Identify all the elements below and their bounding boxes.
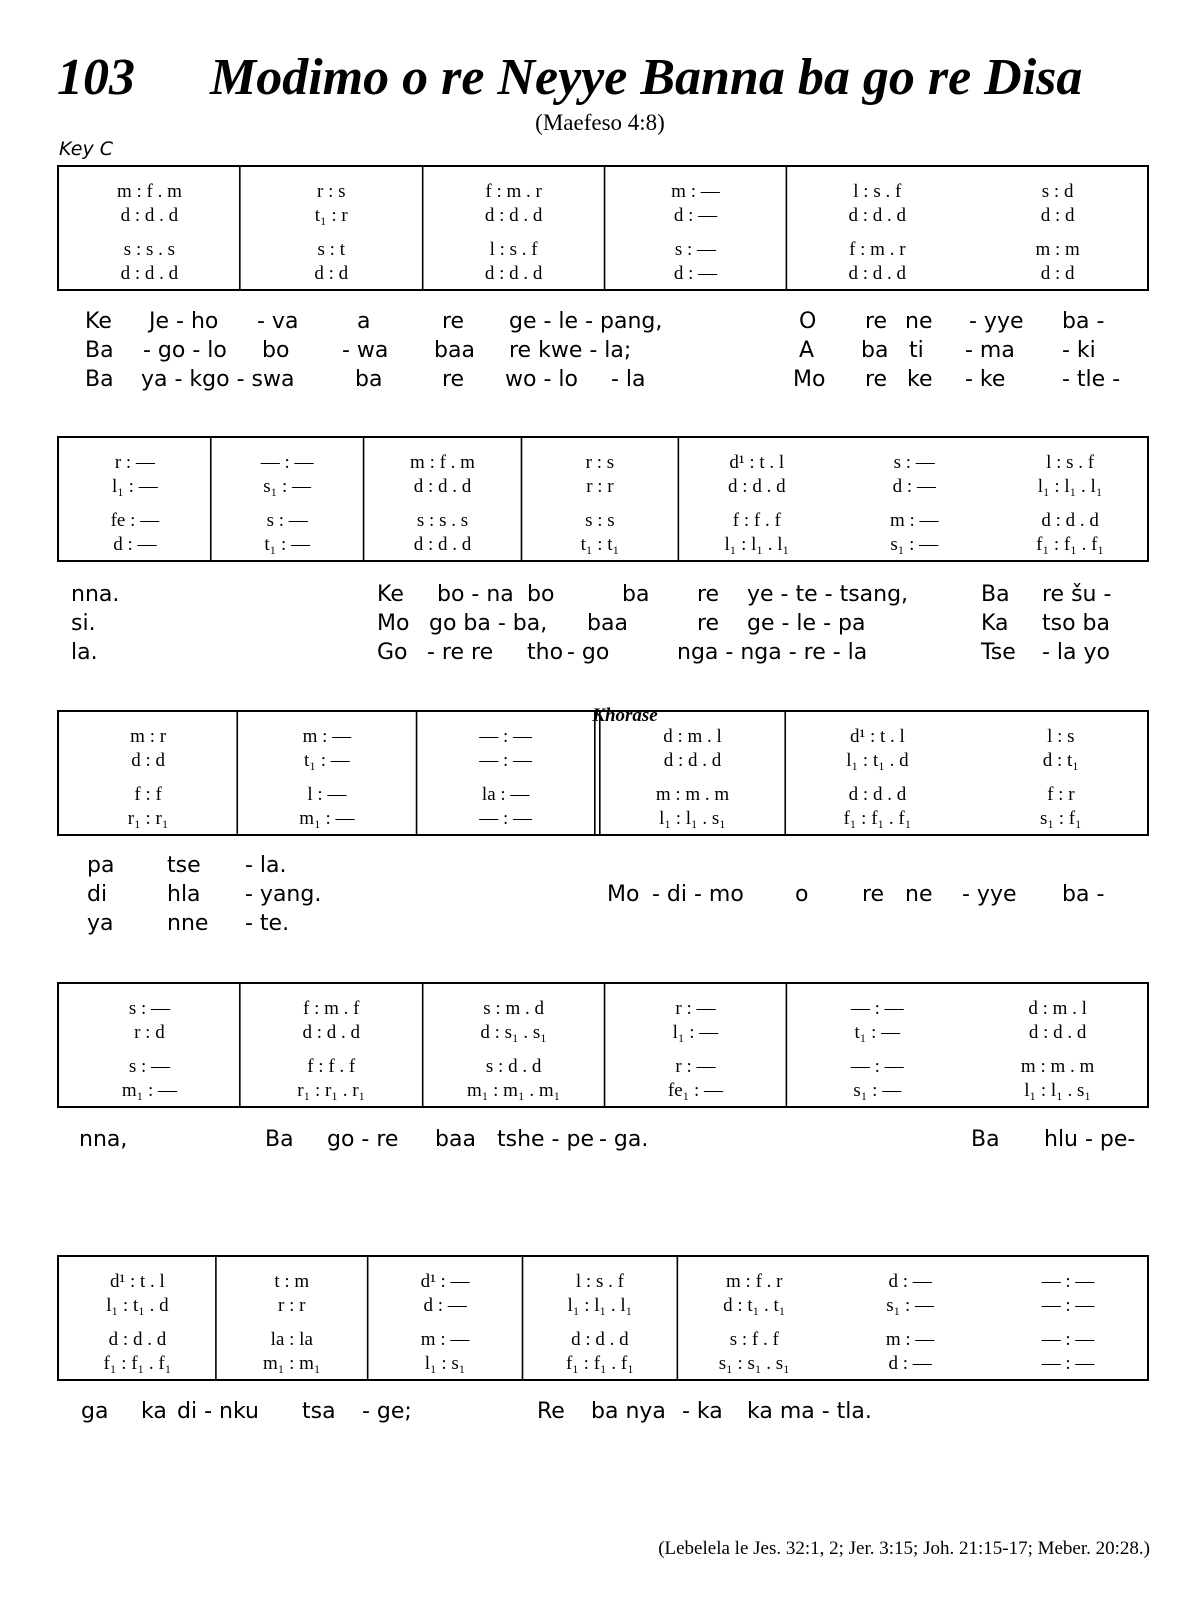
solfa-notes: l₁ : t₁ . d <box>846 750 909 771</box>
solfa-notes: d : d . d <box>120 263 179 284</box>
lyric-syllable: ga <box>81 1399 109 1424</box>
lyric-syllable: tsa <box>302 1399 336 1424</box>
solfa-notes: — : — <box>479 726 533 747</box>
lyric-syllable: ba <box>355 367 383 392</box>
lyric-syllable: pa <box>87 853 115 878</box>
solfa-notes: t : m <box>274 1271 310 1292</box>
solfa-notes: s₁ : f₁ <box>1039 808 1082 829</box>
lyric-syllable: Mo <box>377 611 410 636</box>
solfa-notes: — : — <box>479 808 533 829</box>
music-system-4 <box>57 982 1149 1108</box>
solfa-notes: s : — <box>128 998 171 1019</box>
solfa-notes: — : — <box>479 750 533 771</box>
lyrics-block-3 <box>57 853 1149 940</box>
solfa-notes: r : r <box>586 476 614 497</box>
solfa-notes: f₁ : f₁ . f₁ <box>1036 534 1105 555</box>
solfa-notes: t₁ : — <box>304 750 350 771</box>
solfa-notes: l₁ : t₁ . d <box>106 1295 169 1316</box>
lyric-syllable: - ke <box>965 367 1006 392</box>
solfa-notes: s : m . d <box>483 998 544 1019</box>
solfa-notes: f : m . r <box>849 239 906 260</box>
lyric-syllable: ye - te - tsang, <box>747 582 909 607</box>
lyric-syllable: ge - le - pa <box>747 611 866 636</box>
solfa-notes: s : — <box>266 510 308 531</box>
lyric-syllable: re <box>862 882 885 907</box>
lyric-syllable: go - re <box>327 1127 399 1152</box>
lyric-syllable: ba - <box>1062 309 1105 334</box>
lyric-syllable: si. <box>71 611 96 636</box>
lyric-line <box>57 911 1149 940</box>
solfa-notes: s₁ : — <box>853 1080 902 1101</box>
lyric-syllable: nna, <box>79 1127 128 1152</box>
solfa-notes: r₁ : r₁ . r₁ <box>297 1080 366 1101</box>
lyric-syllable: O <box>799 309 817 334</box>
lyric-line <box>57 1127 1149 1156</box>
solfa-notes: m₁ : — <box>121 1080 178 1101</box>
solfa-notes: s : s <box>585 510 615 531</box>
solfa-notes: — : — <box>1041 1353 1095 1374</box>
solfa-score <box>59 438 1147 560</box>
solfa-notes: d : — <box>892 476 936 497</box>
solfa-notes: m : — <box>302 726 352 747</box>
lyric-syllable: o <box>795 882 809 907</box>
solfa-notes: s₁ : — <box>886 1295 935 1316</box>
lyric-syllable: Ba <box>85 338 114 363</box>
lyric-syllable: re šu - <box>1042 582 1112 607</box>
solfa-notes: m : f . m <box>410 452 475 473</box>
solfa-notes: d : d . d <box>848 263 907 284</box>
lyric-syllable: ya <box>87 911 114 936</box>
solfa-notes: f₁ : f₁ . f₁ <box>843 808 912 829</box>
music-system-2 <box>57 436 1149 562</box>
solfa-notes: d : d . d <box>108 1329 167 1350</box>
solfa-notes: d : d <box>131 750 166 771</box>
solfa-notes: s₁ : — <box>263 476 312 497</box>
solfa-notes: d¹ : t . l <box>110 1271 165 1292</box>
lyric-syllable: A <box>799 338 815 363</box>
solfa-notes: d : t₁ . t₁ <box>723 1295 786 1316</box>
solfa-score <box>59 167 1147 289</box>
solfa-notes: m : — <box>420 1329 470 1350</box>
solfa-notes: d : — <box>888 1353 932 1374</box>
lyric-syllable: re <box>697 611 720 636</box>
solfa-notes: d : m . l <box>663 726 722 747</box>
solfa-notes: — : — <box>1041 1295 1095 1316</box>
lyric-syllable: hla <box>167 882 201 907</box>
lyric-line <box>57 367 1149 396</box>
solfa-notes: s₁ : — <box>890 534 939 555</box>
lyric-syllable: wo - lo <box>505 367 578 392</box>
lyric-syllable: tho <box>527 640 564 665</box>
solfa-notes: s : t <box>317 239 345 260</box>
lyric-syllable: Mo <box>793 367 826 392</box>
hymn-title: Modimo o re Neyye Banna ba go re Disa <box>210 49 1083 106</box>
solfa-score <box>59 984 1147 1106</box>
lyric-syllable: Ke <box>85 309 112 334</box>
lyrics-block-2 <box>57 582 1149 669</box>
solfa-notes: d : d . d <box>302 1022 361 1043</box>
solfa-notes: f : r <box>1047 784 1075 805</box>
solfa-notes: s : s . s <box>416 510 469 531</box>
solfa-notes: s : d . d <box>485 1056 542 1077</box>
lyric-syllable: - la yo <box>1042 640 1110 665</box>
lyric-syllable: baa <box>435 1127 476 1152</box>
lyric-syllable: go ba - ba, <box>429 611 548 636</box>
solfa-notes: m₁ : — <box>299 808 355 829</box>
lyric-line <box>57 853 1149 882</box>
solfa-notes: r : — <box>675 998 716 1019</box>
lyric-syllable: Ba <box>981 582 1010 607</box>
lyric-syllable: ne <box>905 309 933 334</box>
lyric-line <box>57 611 1149 640</box>
lyric-syllable: tse <box>167 853 201 878</box>
lyric-line <box>57 640 1149 669</box>
solfa-notes: t₁ : t₁ <box>580 534 620 555</box>
solfa-notes: d : d . d <box>848 205 907 226</box>
solfa-notes: m : m . m <box>1020 1056 1095 1077</box>
lyric-syllable: Ba <box>265 1127 294 1152</box>
solfa-notes: m₁ : m₁ <box>262 1353 321 1374</box>
lyric-syllable: di - nku <box>177 1399 259 1424</box>
lyric-syllable: tso ba <box>1042 611 1110 636</box>
solfa-notes: d : d . d <box>484 205 543 226</box>
solfa-notes: d : — <box>423 1295 467 1316</box>
lyric-syllable: nna. <box>71 582 120 607</box>
solfa-notes: f₁ : f₁ . f₁ <box>565 1353 634 1374</box>
lyric-line <box>57 1399 1149 1428</box>
lyric-syllable: re <box>865 367 888 392</box>
solfa-notes: s₁ : s₁ . s₁ <box>718 1353 790 1374</box>
lyric-syllable: - di - mo <box>652 882 744 907</box>
lyric-syllable: re <box>697 582 720 607</box>
solfa-notes: s : — <box>674 239 717 260</box>
solfa-notes: r : r <box>278 1295 306 1316</box>
lyric-syllable: bo - na <box>437 582 514 607</box>
lyric-syllable: - te. <box>245 911 290 936</box>
lyric-syllable: ba - <box>1062 882 1105 907</box>
lyric-syllable: - yye <box>962 882 1017 907</box>
lyric-syllable: ba nya <box>591 1399 666 1424</box>
solfa-notes: m₁ : m₁ . m₁ <box>466 1080 561 1101</box>
lyric-syllable: - ki <box>1062 338 1096 363</box>
solfa-notes: — : — <box>850 1056 904 1077</box>
solfa-notes: l : s <box>1047 726 1075 747</box>
lyric-syllable: hlu - pe- <box>1044 1127 1136 1152</box>
solfa-notes: m : m <box>1035 239 1080 260</box>
solfa-notes: d : d . d <box>848 784 907 805</box>
lyric-syllable: bo <box>527 582 555 607</box>
solfa-notes: r : — <box>114 452 155 473</box>
lyric-syllable: - va <box>257 309 299 334</box>
lyric-syllable: ka <box>141 1399 167 1424</box>
lyric-syllable: bo <box>262 338 290 363</box>
lyrics-block-4 <box>57 1127 1149 1156</box>
lyric-syllable: - la <box>611 367 646 392</box>
solfa-notes: f : f . f <box>307 1056 356 1077</box>
solfa-notes: l₁ : l₁ . l₁ <box>724 534 790 555</box>
solfa-notes: d : d . d <box>571 1329 629 1350</box>
solfa-notes: d : d . d <box>484 263 543 284</box>
music-system-1 <box>57 165 1149 291</box>
solfa-notes: d : d . d <box>1028 1022 1087 1043</box>
lyric-syllable: nga - nga - re - la <box>677 640 868 665</box>
lyric-syllable: ti <box>909 338 924 363</box>
solfa-notes: la : — <box>481 784 530 805</box>
lyric-syllable: a <box>357 309 371 334</box>
lyric-syllable: ba <box>622 582 650 607</box>
solfa-notes: d : s₁ . s₁ <box>480 1022 547 1043</box>
key-signature: Key C <box>59 138 114 160</box>
solfa-notes: d : d <box>1040 205 1075 226</box>
solfa-notes: d : d . d <box>728 476 786 497</box>
solfa-notes: m : f . r <box>726 1271 783 1292</box>
solfa-notes: d¹ : — <box>420 1271 470 1292</box>
lyrics-block-1 <box>57 309 1149 396</box>
solfa-notes: d : d <box>1040 263 1075 284</box>
lyric-syllable: Ke <box>377 582 404 607</box>
solfa-notes: — : — <box>1041 1329 1095 1350</box>
lyric-syllable: baa <box>434 338 475 363</box>
solfa-notes: d : d . d <box>1041 510 1099 531</box>
solfa-notes: m : — <box>889 510 939 531</box>
solfa-notes: l₁ : l₁ . s₁ <box>659 808 726 829</box>
solfa-notes: — : — <box>850 998 904 1019</box>
solfa-notes: t₁ : — <box>854 1022 901 1043</box>
lyrics-block-5 <box>57 1399 1149 1428</box>
lyric-syllable: re kwe - la; <box>509 338 632 363</box>
lyric-syllable: - yang. <box>245 882 322 907</box>
lyric-syllable: la. <box>71 640 98 665</box>
lyric-syllable: di <box>87 882 108 907</box>
scripture-reference: (Maefeso 4:8) <box>535 110 665 135</box>
solfa-notes: d : d . d <box>120 205 179 226</box>
lyric-syllable: - wa <box>342 338 389 363</box>
solfa-notes: l : s . f <box>575 1271 624 1292</box>
solfa-notes: fe : — <box>110 510 160 531</box>
solfa-notes: fe₁ : — <box>667 1080 724 1101</box>
solfa-notes: d : d <box>314 263 349 284</box>
solfa-notes: f₁ : f₁ . f₁ <box>103 1353 172 1374</box>
solfa-notes: l : — <box>307 784 347 805</box>
solfa-notes: r : d <box>134 1022 165 1043</box>
lyric-syllable: re <box>865 309 888 334</box>
lyric-syllable: Ba <box>971 1127 1000 1152</box>
solfa-notes: r : s <box>585 452 615 473</box>
lyric-syllable: - go - lo <box>143 338 227 363</box>
lyric-line <box>57 882 1149 911</box>
solfa-notes: r : — <box>675 1056 716 1077</box>
solfa-notes: l₁ : l₁ . l₁ <box>567 1295 633 1316</box>
lyric-syllable: baa <box>587 611 628 636</box>
solfa-notes: m : — <box>671 181 720 202</box>
hymn-number: 103 <box>57 49 135 106</box>
solfa-notes: s : f . f <box>729 1329 779 1350</box>
solfa-notes: d : — <box>673 205 718 226</box>
lyric-syllable: - ka <box>682 1399 723 1424</box>
solfa-notes: s : d <box>1041 181 1074 202</box>
solfa-notes: m : f . m <box>116 181 182 202</box>
solfa-notes: m : r <box>130 726 167 747</box>
lyric-syllable: tshe - pe <box>497 1127 594 1152</box>
lyric-syllable: re <box>442 367 465 392</box>
solfa-notes: s : — <box>893 452 935 473</box>
solfa-notes: f : f <box>134 784 162 805</box>
lyric-syllable: - ma <box>965 338 1015 363</box>
solfa-notes: l : s . f <box>489 239 538 260</box>
solfa-notes: d : d . d <box>413 534 472 555</box>
solfa-notes: d : d . d <box>663 750 722 771</box>
lyric-syllable: Mo <box>607 882 640 907</box>
lyric-syllable: - ga. <box>599 1127 649 1152</box>
solfa-notes: r : s <box>317 181 346 202</box>
lyric-syllable: ne <box>905 882 933 907</box>
lyric-syllable: - la. <box>245 853 287 878</box>
solfa-notes: f : f . f <box>732 510 781 531</box>
solfa-notes: d : — <box>888 1271 932 1292</box>
solfa-notes: d : t₁ <box>1042 750 1079 771</box>
lyric-syllable: ya - kgo - swa <box>141 367 295 392</box>
lyric-syllable: - tle - <box>1062 367 1121 392</box>
lyric-syllable: - go <box>567 640 610 665</box>
solfa-notes: t₁ : r <box>314 205 348 226</box>
lyric-syllable: ba <box>861 338 889 363</box>
solfa-notes: d¹ : t . l <box>729 452 785 473</box>
solfa-notes: l : s . f <box>853 181 902 202</box>
solfa-score <box>59 712 1147 834</box>
solfa-notes: l₁ : l₁ . l₁ <box>1037 476 1103 497</box>
solfa-notes: f : m . r <box>485 181 542 202</box>
lyric-syllable: Tse <box>981 640 1016 665</box>
solfa-notes: d : — <box>113 534 157 555</box>
solfa-notes: f : m . f <box>303 998 360 1019</box>
solfa-score <box>59 1257 1147 1379</box>
solfa-notes: l₁ : s₁ <box>424 1353 466 1374</box>
lyric-syllable: Ba <box>85 367 114 392</box>
music-system-3 <box>57 710 1149 836</box>
lyric-syllable: - yye <box>969 309 1024 334</box>
lyric-syllable: ka ma - tla. <box>747 1399 872 1424</box>
solfa-notes: l₁ : l₁ . s₁ <box>1024 1080 1092 1101</box>
lyric-line <box>57 338 1149 367</box>
lyric-syllable: nne <box>167 911 209 936</box>
lyric-syllable: - ge; <box>362 1399 412 1424</box>
solfa-notes: l₁ : — <box>672 1022 719 1043</box>
lyric-syllable: Go <box>377 640 408 665</box>
solfa-notes: la : la <box>270 1329 313 1350</box>
solfa-notes: l₁ : — <box>112 476 158 497</box>
chorus-label: Khorase <box>592 705 658 726</box>
music-system-5 <box>57 1255 1149 1381</box>
lyric-syllable: Re <box>537 1399 565 1424</box>
lyric-syllable: ge - le - pang, <box>509 309 663 334</box>
solfa-notes: s : — <box>128 1056 171 1077</box>
solfa-notes: — : — <box>260 452 314 473</box>
lyric-syllable: Ka <box>981 611 1009 636</box>
solfa-notes: t₁ : — <box>264 534 311 555</box>
solfa-notes: — : — <box>1041 1271 1095 1292</box>
footer-reference: (Lebelela le Jes. 32:1, 2; Jer. 3:15; Joh. 21:15-17; Meber. 20:28.) <box>658 1538 1150 1559</box>
solfa-notes: l : s . f <box>1046 452 1095 473</box>
lyric-syllable: ke <box>907 367 933 392</box>
lyric-syllable: re <box>442 309 465 334</box>
solfa-notes: m : m . m <box>655 784 730 805</box>
solfa-notes: d : m . l <box>1028 998 1087 1019</box>
lyric-syllable: Je - ho <box>149 309 219 334</box>
solfa-notes: d¹ : t . l <box>850 726 905 747</box>
solfa-notes: d : d . d <box>413 476 472 497</box>
lyric-line <box>57 582 1149 611</box>
lyric-line <box>57 309 1149 338</box>
solfa-notes: r₁ : r₁ <box>127 808 169 829</box>
solfa-notes: s : s . s <box>123 239 176 260</box>
lyric-syllable: - re re <box>427 640 494 665</box>
solfa-notes: m : — <box>885 1329 935 1350</box>
solfa-notes: d : — <box>673 263 718 284</box>
